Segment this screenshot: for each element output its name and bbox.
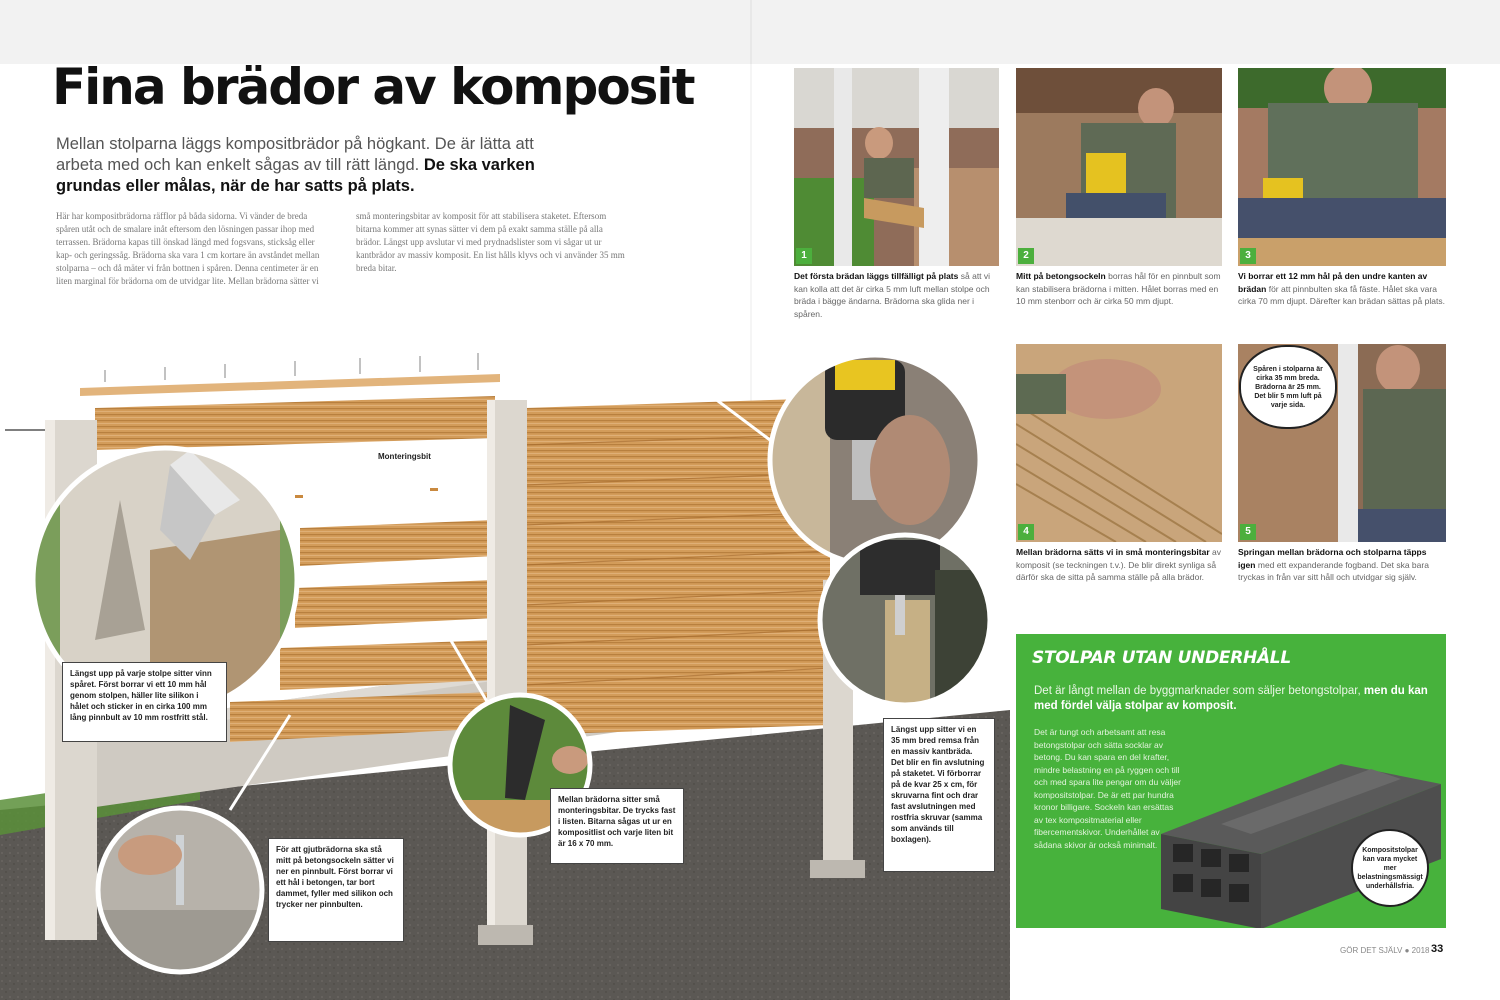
step-caption-2-text: borras hål för en pinnbult som kan stabilisera brädorna i mitten. Hålet borras med en 10 mm stenborr och är cirka 50 mm djupt. [1016,271,1221,306]
step-badge-2: 2 [1018,248,1034,264]
sidebar-title: STOLPAR UTAN UNDERHÅLL [1032,648,1291,668]
step-caption-5 [1238,546,1446,584]
sidebar-speech-bubble: Kompositstolpar kan vara mycket mer belastningsmässigt underhållsfria. [1351,829,1429,907]
article-body: Här har kompositbrädorna räfflor på båda sidorna. Vi vänder de breda spåren utåt och de smalare inåt eftersom den lösningen passar ihop med terrassen. Brädorna kapas till önskad längd med fogsvans, sticksåg eller kap- och geringssåg. Brädorna ska vara 1 cm kortare än avståndet mellan stolparna – och då mäter vi från bottnen i spåren. Denna centimeter är en liten marginal för brädorna om de utvidgar lite. Mellan brädorna sätter vi små monteringsbitar av komposit för att stabilisera staketet. Eftersom bitarna kommer att synas sätter vi dem på exakt samma ställe på alla brädor. Längst upp avslutar vi med prydnadslister som vi sågar ut ur kantbrädor av massiv komposit. En list hålls klyvs och vi använder 35 mm breda bitar. [56,211,625,286]
step-caption-5-bold: Springan mellan brädorna och stolparna täpps igen [1238,547,1427,570]
step-caption-2-bold: Mitt på betongsockeln [1016,271,1106,281]
step-badge-3: 3 [1240,248,1256,264]
step-caption-2 [1016,270,1222,308]
top-trim [80,374,500,396]
step-photo-3 [1238,68,1446,266]
sidebar-lead-plain: Det är långt mellan de byggmarknader som säljer betongstolpar, [1034,685,1361,697]
step-photo-2 [1016,68,1222,266]
fence-illustration [0,330,1010,1000]
article-title: Fina brädor av komposit [52,58,694,116]
step-caption-3-text: för att pinnbulten ska få fäste. Hålet ska vara cirka 70 mm djupt. Därefter kan brädan sättas på plats. [1238,283,1445,306]
step-caption-5-text: med ett expanderande fogband. Det ska bara tryckas in från var sitt håll och utvidgar sig själv. [1238,559,1429,582]
sidebar-body: Det är tungt och arbetsamt att resa betongstolpar och sätta socklar av betong. Du kan spara en del krafter, mindre belastning en på ryggen och till och med spara lite pengar om du väljer kompositstolpar. De är ett par hundra kronor billigare. Sockeln kan ersättas av tex kompositmaterial eller fibercementskivor. Underhållet av sådana skivor är också minimalt. [1034,727,1181,850]
callout-bottom-mid: Mellan brädorna sitter små monteringsbitar. De trycks fast i listen. Bitarna sågas ut ur en kompositlist och varje liten bit är 16 x 70 mm. [550,788,684,864]
step-caption-3 [1238,270,1446,308]
article-lead [56,134,556,197]
step-caption-4 [1016,546,1222,584]
step-badge-5: 5 [1240,524,1256,540]
page-number: 33 [1431,943,1444,955]
step-badge-4: 4 [1018,524,1034,540]
step-caption-3-bold: Vi borrar ett 12 mm hål på den undre kanten av brädan [1238,271,1428,294]
photo-4-art [1016,344,1222,542]
step-caption-1-text: så att vi kan kolla att det är cirka 5 mm luft mellan stolpe och bräda i bägge ändarna. Brädorna ska glida ner i spåren. [794,271,991,319]
sidebar-lead [1034,684,1434,714]
step-photo-5 [1238,344,1446,542]
step-badge-1: 1 [796,248,812,264]
label-monteringsbit: Monteringsbit [378,452,431,461]
callout-right: Längst upp sitter vi en 35 mm bred remsa från en massiv kantbräda. Det blir en fin avslutning på staketet. Vi förborrar på de kvar 25 x cm, för skruvarna fint och drar fast avslutningen med rostfria skruvar (samma som används till boxlagen). [883,718,995,872]
step-caption-1 [794,270,999,320]
step-caption-4-text: av komposit (se teckningen t.v.). De blir direkt synliga så därför ska de sitta på samma ställe på alla brädor. [1016,547,1222,582]
step5-speech-bubble: Spåren i stolparna är cirka 35 mm breda. Brädorna är 25 mm. Det blir 5 mm luft på varje sida. [1239,345,1337,429]
lead-bold: De ska varken grundas eller målas, när de har satts på plats. [56,156,535,195]
step-caption-1-bold: Det första brädan läggs tillfälligt på plats [794,271,959,281]
photo-2-art [1016,68,1222,266]
callout-bottom-left: För att gjutbrädorna ska stå mitt på betongsockeln sätter vi ner en pinnbult. Först borrar vi ett hål i betongen, tar bort dammet, fyller med silikon och trycker ner pinnbulten. [268,838,404,942]
step-caption-4-bold: Mellan brädorna sätts vi in små monteringsbitar [1016,547,1210,557]
photo-1-art [794,68,999,266]
sidebar-box [1016,634,1446,928]
sidebar-lead-bold: men du kan med fördel välja stolpar av komposit. [1034,685,1428,712]
callout-top-left: Längst upp på varje stolpe sitter vinn spåret. Först borrar vi ett 10 mm hål genom stolpen, häller lite silikon i hålet och sticker in en cirka 100 mm lång pinnbult av 10 mm rostfritt stål. [62,662,227,742]
step-photo-4 [1016,344,1222,542]
photo-3-art [1238,68,1446,266]
step-photo-1 [794,68,999,266]
folio: GÖR DET SJÄLV ● 2018 [1340,946,1430,955]
lead-plain: Mellan stolparna läggs kompositbrädor på högkant. De är lätta att arbeta med och kan enkelt sågas av till rätt längd. [56,135,534,174]
